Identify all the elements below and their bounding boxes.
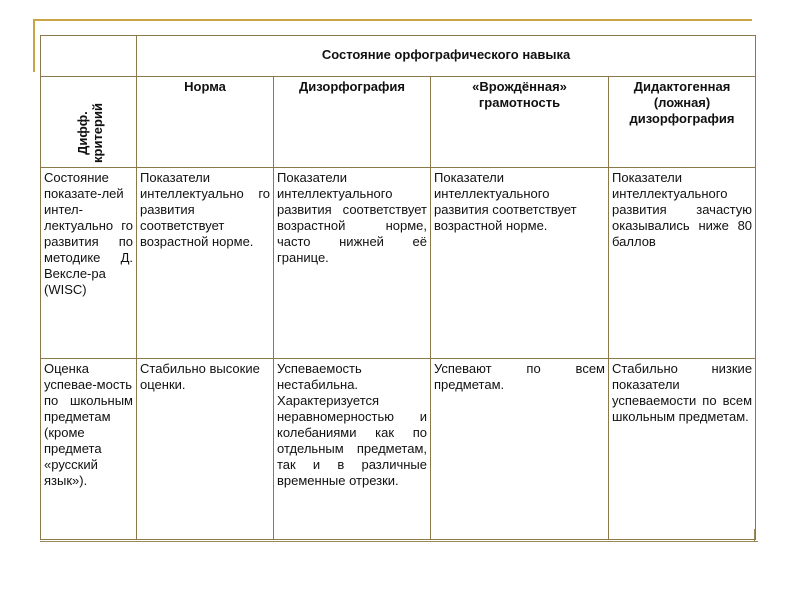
comparison-table <box>40 35 756 540</box>
column-header-innate-literacy: «Врождённая» грамотность <box>431 77 609 168</box>
decorative-top-line <box>33 19 752 21</box>
table-row <box>41 168 756 359</box>
row-criterion: Состояние показате-лей интел-лектуально го развития по методике Д. Вексле-ра (WISC) <box>41 168 137 359</box>
header-corner-cell <box>41 36 137 77</box>
criteria-header-cell <box>41 77 137 168</box>
super-header-row <box>41 36 756 77</box>
decorative-left-line <box>33 19 35 72</box>
table-row <box>41 359 756 540</box>
super-header: Состояние орфографического навыка <box>137 36 756 77</box>
column-header-row <box>41 77 756 168</box>
decorative-bottom-line <box>40 541 758 542</box>
table-cell: Показатели интеллектуального развития соответствует возрастной норме, часто нижней её границе. <box>274 168 431 359</box>
column-header-dysorthography: Дизорфография <box>274 77 431 168</box>
table-cell: Стабильно высокие оценки. <box>137 359 274 540</box>
table-cell: Успеваемость нестабильна. Характеризуется неравномерностью и колебаниями как по отдельным предметам, так и в различные временные отрезки. <box>274 359 431 540</box>
table-cell: Показатели интеллектуально го развития соответствует возрастной норме. <box>137 168 274 359</box>
column-header-norm: Норма <box>137 77 274 168</box>
column-header-didactogenic: Дидактогенная (ложная) дизорфография <box>609 77 756 168</box>
table-cell: Показатели интеллектуального развития соответствует возрастной норме. <box>431 168 609 359</box>
criteria-header: Дифф. критерий <box>74 103 105 163</box>
table-cell: Успевают по всем предметам. <box>431 359 609 540</box>
table-cell: Показатели интеллектуального развития зачастую оказывались ниже 80 баллов <box>609 168 756 359</box>
table-cell: Стабильно низкие показатели успеваемости по всем школьным предметам. <box>609 359 756 540</box>
row-criterion: Оценка успевае-мость по школьным предметам (кроме предмета «русский язык»). <box>41 359 137 540</box>
